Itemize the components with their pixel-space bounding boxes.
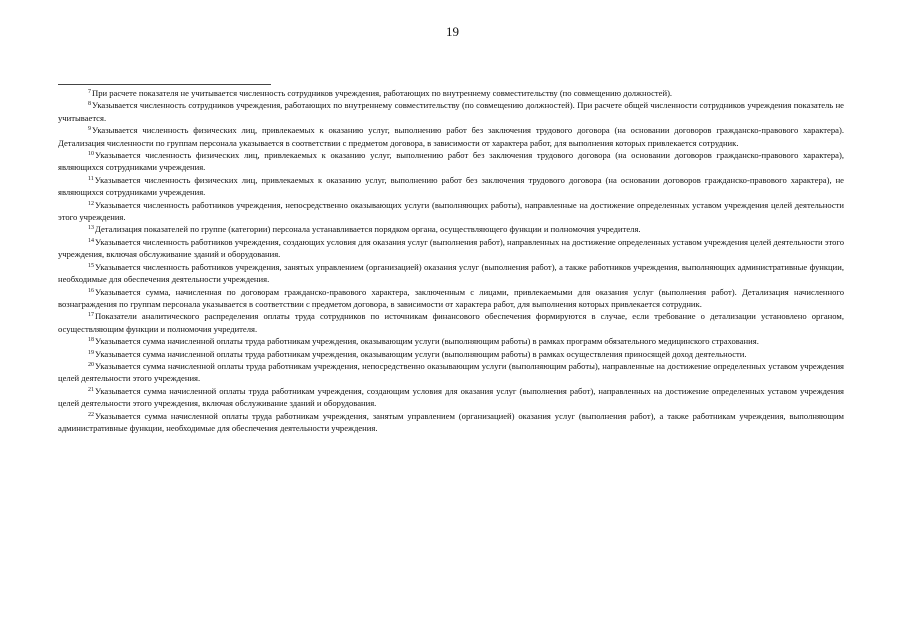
footnote-11 bbox=[58, 174, 844, 199]
footnote-17 bbox=[58, 310, 844, 335]
footnote-12 bbox=[58, 199, 844, 224]
footnote-8 bbox=[58, 99, 844, 124]
footnotes-section bbox=[58, 87, 844, 434]
footnote-mark: 13 bbox=[88, 225, 94, 232]
footnote-13 bbox=[58, 223, 844, 235]
footnote-mark: 7 bbox=[88, 89, 91, 95]
footnote-text: Указывается сумма начисленной оплаты труда работникам учреждения, непосредственно оказывающим услуги (выполняющим работы), направленные на достижение определенных уставом учреждения целей деятельности этого учреждения. bbox=[58, 360, 844, 384]
footnote-text: Детализация показателей по группе (категории) персонала устанавливается порядком органа, осуществляющего функции и полномочия учредителя. bbox=[95, 224, 641, 235]
footnote-14 bbox=[58, 236, 844, 261]
footnote-text: Показатели аналитического распределения оплаты труда сотрудников по источникам финансового обеспечения формируются в случае, если требование о детализации установлено органом, осуществляющим функции и полномочия учредителя. bbox=[58, 311, 844, 334]
footnote-7 bbox=[58, 87, 844, 99]
footnote-20 bbox=[58, 360, 844, 385]
footnote-mark: 14 bbox=[88, 237, 94, 244]
footnote-mark: 19 bbox=[88, 349, 94, 356]
page-number: 19 bbox=[446, 24, 459, 39]
footnote-text: Указывается сумма, начисленная по договорам гражданско-правового характера, заключенным с лицами, привлекаемыми для оказания услуг (выполнения работ). Детализация начисленного вознаграждения по группам персонала указывается в соответствии с предметом договора, в зависимости от характера работ, для выполнения которых привлекается сотрудник. bbox=[58, 286, 844, 309]
footnote-text: Указывается численность физических лиц, привлекаемых к оказанию услуг, выполнению работ без заключения трудового договора (на основании договоров гражданско-правового характера), являющихся сотрудниками учреждения. bbox=[58, 150, 844, 173]
footnote-mark: 18 bbox=[88, 337, 94, 344]
footnote-mark: 9 bbox=[88, 126, 91, 133]
footnote-19 bbox=[58, 348, 844, 360]
footnote-mark: 11 bbox=[88, 175, 94, 182]
footnote-22 bbox=[58, 410, 844, 435]
footnote-mark: 15 bbox=[88, 262, 94, 269]
footnote-15 bbox=[58, 261, 844, 286]
footnote-16 bbox=[58, 286, 844, 311]
footnote-9 bbox=[58, 124, 844, 149]
footnote-text: Указывается численность работников учреждения, непосредственно оказывающих услуги (выполняющих работы), направленные на достижение определенных уставом учреждения целей деятельности этого учреждения. bbox=[58, 199, 844, 223]
footnote-mark: 22 bbox=[88, 411, 94, 418]
footnote-mark: 12 bbox=[88, 200, 94, 207]
footnote-text: Указывается численность работников учреждения, создающих условия для оказания услуг (выполнения работ), направленных на достижение определенных уставом учреждения целей деятельности этого учреждения, включая обслуживание зданий и оборудования. bbox=[58, 236, 844, 260]
footnote-text: Указывается сумма начисленной оплаты труда работникам учреждения, оказывающим услуги (выполняющим работы) в рамках программ обязательного медицинского страхования. bbox=[95, 336, 759, 347]
footnote-text: Указывается численность работников учреждения, занятых управлением (организацией) оказания услуг (выполнения работ), а также работников учреждения, выполняющих административные функции, необходимые для обеспечения деятельности учреждения. bbox=[58, 261, 844, 285]
footnote-mark: 10 bbox=[88, 151, 94, 158]
footnote-text: Указывается численность физических лиц, привлекаемых к оказанию услуг, выполнению работ без заключения трудового договора (на основании договоров гражданско-правового характера). Детализация численности по группам персонала указывается в соответствии с предметом договора, в зависимости от характера работ, для выполнения которых привлекается сотрудник. bbox=[58, 125, 844, 148]
footnote-text: Указывается численность физических лиц, привлекаемых к оказанию услуг, выполнению работ без заключения трудового договора (на основании договоров гражданско-правового характера), не являющихся сотрудниками учреждения. bbox=[58, 174, 844, 198]
footnote-21 bbox=[58, 385, 844, 410]
footnote-mark: 17 bbox=[88, 312, 94, 319]
footnote-text: Указывается сумма начисленной оплаты труда работникам учреждения, занятым управлением (организацией) оказания услуг (выполнения работ), а также работникам учреждения, выполняющим административные функции, необходимые для обеспечения деятельности учреждения. bbox=[58, 410, 844, 433]
footnote-text: Указывается численность сотрудников учреждения, работающих по внутреннему совместительству (по совмещению должностей). При расчете общей численности сотрудников учреждения показатель не учитывается. bbox=[58, 100, 844, 123]
footnote-mark: 8 bbox=[88, 101, 91, 108]
footnote-mark: 16 bbox=[88, 287, 94, 294]
footnote-text: При расчете показателя не учитывается численность сотрудников учреждения, работающих по внутреннему совместительству (по совмещению должностей). bbox=[92, 88, 673, 98]
footnote-mark: 20 bbox=[88, 361, 94, 368]
footnote-separator bbox=[58, 84, 271, 85]
footnote-10 bbox=[58, 149, 844, 174]
footnote-mark: 21 bbox=[88, 386, 94, 393]
footnote-text: Указывается сумма начисленной оплаты труда работникам учреждения, создающим условия для оказания услуг (выполнения работ), направленных на достижение определенных уставом учреждения целей деятельности этого учреждения, включая обслуживание зданий и оборудования. bbox=[58, 385, 844, 409]
footnote-18 bbox=[58, 335, 844, 347]
footnote-text: Указывается сумма начисленной оплаты труда работникам учреждения, оказывающим услуги (выполняющим работы) в рамках осуществления приносящей доход деятельности. bbox=[95, 348, 747, 359]
